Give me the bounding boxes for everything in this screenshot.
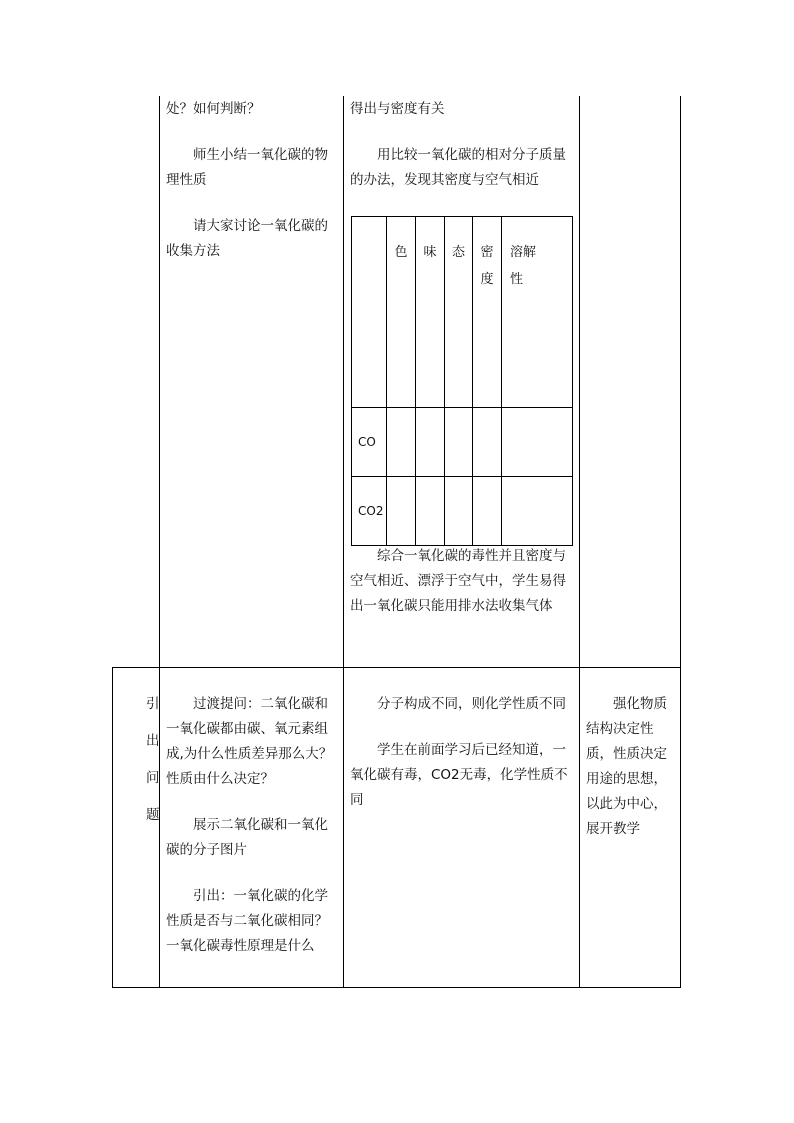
table-cell — [445, 408, 473, 477]
row1-teacher-cell — [166, 97, 339, 264]
table-row-label: CO2 — [352, 477, 387, 546]
stage-char: 引 — [146, 696, 160, 712]
row1-student-cell — [350, 97, 575, 193]
teacher-text: 师生小结一氧化碳的物理性质 — [166, 147, 328, 188]
table-header-cell: 密度 — [473, 217, 502, 408]
intent-text: 强化物质结构决定性质，性质决定用途的思想，以此为中心，展开教学 — [586, 696, 667, 837]
student-text: 分子构成不同，则化学性质不同 — [377, 696, 566, 712]
table-header-cell: 态 — [445, 217, 473, 408]
teacher-text: 展示二氧化碳和一氧化碳的分子图片 — [166, 817, 328, 858]
column-divider-1 — [159, 96, 160, 988]
table-header-cell: 味 — [416, 217, 445, 408]
table-row — [352, 477, 573, 546]
table-row-label: CO — [352, 408, 387, 477]
table-cell — [445, 477, 473, 546]
student-text: 得出与密度有关 — [350, 101, 445, 117]
table-header-cell: 色 — [387, 217, 416, 408]
row-divider — [112, 667, 681, 668]
row2-teacher-cell — [166, 692, 339, 959]
table-cell — [473, 408, 502, 477]
stage-char: 题 — [146, 807, 160, 823]
table-cell — [387, 477, 416, 546]
row1-student-conclusion — [350, 544, 575, 619]
bottom-border — [112, 987, 681, 988]
table-cell — [416, 408, 445, 477]
property-comparison-table — [351, 216, 573, 546]
teacher-text: 处？如何判断？ — [166, 101, 261, 117]
stage-label — [146, 692, 160, 840]
table-row — [352, 408, 573, 477]
teacher-text: 请大家讨论一氧化碳的收集方法 — [166, 218, 328, 259]
stage-char: 出 — [146, 733, 160, 749]
column-divider-3 — [579, 96, 580, 988]
outer-right-border — [680, 96, 681, 988]
table-cell — [502, 408, 573, 477]
table-cell — [473, 477, 502, 546]
student-text: 用比较一氧化碳的相对分子质量的办法，发现其密度与空气相近 — [350, 147, 566, 188]
row2-intent-cell — [586, 692, 677, 842]
row2-student-cell — [350, 692, 575, 813]
teacher-text: 过渡提问：二氧化碳和一氧化碳都由碳、氧元素组成,为什么性质差异那么大？性质由什么决定？ — [166, 696, 333, 787]
table-header-cell — [352, 217, 387, 408]
student-text: 综合一氧化碳的毒性并且密度与空气相近、漂浮于空气中，学生易得出一氧化碳只能用排水法收集气体 — [350, 548, 566, 614]
column-divider-2 — [343, 96, 344, 988]
table-header-cell: 溶解性 — [502, 217, 573, 408]
teacher-text: 引出：一氧化碳的化学性质是否与二氧化碳相同？一氧化碳毒性原理是什么 — [166, 888, 328, 954]
outer-left-border — [112, 667, 113, 988]
table-cell — [502, 477, 573, 546]
stage-char: 问 — [146, 770, 160, 786]
table-cell — [416, 477, 445, 546]
table-cell — [387, 408, 416, 477]
student-text: 学生在前面学习后已经知道，一氧化碳有毒，CO2无毒，化学性质不同 — [350, 742, 568, 808]
